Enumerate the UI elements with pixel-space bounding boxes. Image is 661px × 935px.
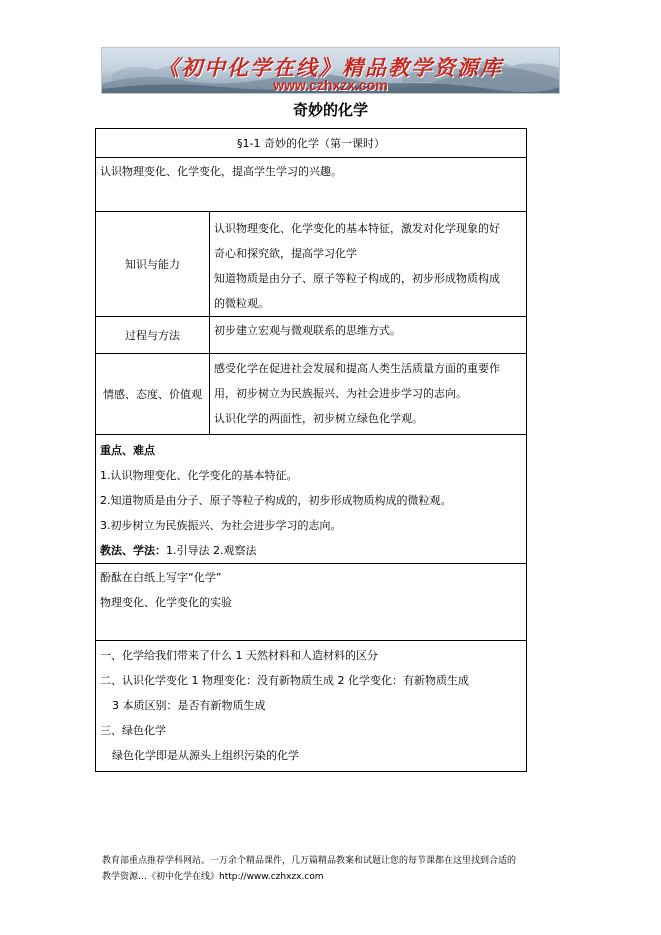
key-point-item: 2.知道物质是由分子、原子等粒子构成的，初步形成物质构成的微粒观。 bbox=[100, 494, 452, 507]
process-item: 3 本质区别：是否有新物质生成 bbox=[112, 699, 266, 712]
material-item: 物理变化、化学变化的实验 bbox=[100, 596, 232, 609]
footer-line: 教育部重点推荐学科网站。一万余个精品课件，几万篇精品教案和试题让您的每节课都在这里找到合适的 bbox=[102, 856, 517, 866]
document-title: 奇妙的化学 bbox=[292, 101, 368, 119]
footer-line: 教学资源…《初中化学在线》http://www.czhxzx.com bbox=[102, 872, 324, 882]
lesson-header: §1-1 奇妙的化学（第一课时） bbox=[237, 136, 385, 150]
objective-content-cell bbox=[210, 317, 527, 354]
objective-line: 认识化学的两面性，初步树立绿色化学观。 bbox=[214, 412, 423, 425]
objective-line: 初步建立宏观与微观联系的思维方式。 bbox=[214, 324, 401, 337]
process-cell bbox=[96, 641, 527, 772]
objective-label-cell bbox=[96, 212, 210, 317]
table-row bbox=[96, 564, 527, 641]
banner-url[interactable]: www.czhxzx.com bbox=[273, 77, 388, 93]
key-point-item: 3.初步树立为民族振兴、为社会进步学习的志向。 bbox=[100, 519, 342, 532]
process-item: 三、绿色化学 bbox=[100, 724, 166, 737]
objective-line: 认识物理变化、化学变化的基本特征，激发对化学现象的好 bbox=[214, 222, 500, 235]
page-footer bbox=[102, 853, 572, 885]
key-points-cell bbox=[96, 435, 527, 564]
table-row bbox=[96, 354, 527, 435]
objective-line: 奇心和探究欲，提高学习化学 bbox=[214, 247, 357, 260]
table-row bbox=[96, 129, 527, 158]
key-point-item: 1.认识物理变化、化学变化的基本特征。 bbox=[100, 469, 298, 482]
objective-content-cell bbox=[210, 354, 527, 435]
table-row bbox=[96, 641, 527, 772]
methods-line bbox=[100, 538, 522, 563]
objective-line: 知道物质是由分子、原子等粒子构成的，初步形成物质构成 bbox=[214, 272, 500, 285]
process-item: 二、认识化学变化 1 物理变化：没有新物质生成 2 化学变化：有新物质生成 bbox=[100, 674, 469, 687]
materials-cell bbox=[96, 564, 527, 641]
process-item: 绿色化学即是从源头上组织污染的化学 bbox=[112, 749, 299, 762]
methods-heading: 教法、学法： bbox=[100, 544, 166, 557]
table-row bbox=[96, 435, 527, 564]
objective-label: 过程与方法 bbox=[125, 328, 180, 342]
goal-cell bbox=[96, 158, 527, 212]
material-item: 酚酞在白纸上写字“化学” bbox=[100, 571, 222, 584]
header-banner bbox=[101, 47, 560, 94]
table-row bbox=[96, 158, 527, 212]
objective-label-cell bbox=[96, 317, 210, 354]
objective-line: 感受化学在促进社会发展和提高人类生活质量方面的重要作 bbox=[214, 362, 500, 375]
methods-text: 1.引导法 2.观察法 bbox=[166, 544, 257, 557]
objective-content-cell bbox=[210, 212, 527, 317]
lesson-header-cell bbox=[96, 129, 527, 158]
objective-line: 用，初步树立为民族振兴、为社会进步学习的志向。 bbox=[214, 387, 467, 400]
objective-label: 知识与能力 bbox=[125, 257, 180, 271]
key-points-heading: 重点、难点 bbox=[100, 444, 155, 457]
objective-label-cell bbox=[96, 354, 210, 435]
goal-text: 认识物理变化、化学变化，提高学生学习的兴趣。 bbox=[100, 165, 342, 178]
banner-title: 《初中化学在线》精品教学资源库 bbox=[158, 55, 503, 80]
table-row bbox=[96, 212, 527, 317]
objective-line: 的微粒观。 bbox=[214, 297, 269, 310]
lesson-plan-table bbox=[95, 128, 527, 772]
process-item: 一、化学给我们带来了什么 1 天然材料和人造材料的区分 bbox=[100, 649, 378, 662]
table-row bbox=[96, 317, 527, 354]
objective-label: 情感、态度、价值观 bbox=[103, 387, 202, 401]
